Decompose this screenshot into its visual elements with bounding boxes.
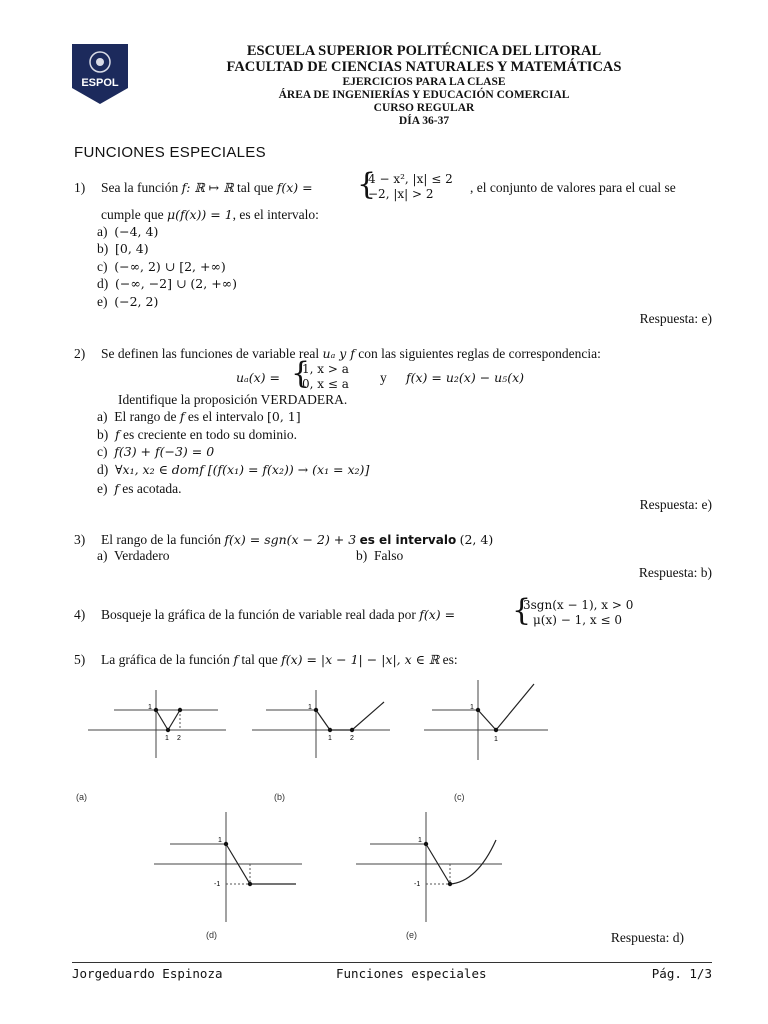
graph-a [88, 690, 228, 760]
svg-text:1: 1 [165, 735, 169, 742]
q2-conj: y [380, 370, 387, 385]
q2-brace: { [291, 356, 311, 391]
graph-b [252, 690, 392, 760]
q5-answer: Respuesta: d) [610, 930, 684, 945]
q1-brace: { [357, 167, 377, 202]
footer-divider [72, 962, 712, 963]
q1-option-e[interactable]: e) (−2, 2) [97, 294, 159, 309]
q4-case-2: μ(x) − 1, x ≤ 0 [533, 613, 622, 627]
header-line-6: DÍA 36-37 [398, 115, 450, 127]
svg-text:1: 1 [218, 837, 222, 844]
footer-topic: Funciones especiales [336, 966, 487, 981]
espol-logo [72, 44, 128, 104]
graph-c-caption: (c) [454, 792, 465, 802]
svg-text:1: 1 [308, 704, 312, 711]
q4-brace: { [512, 593, 532, 628]
q1-lhs: f(x) = [276, 180, 313, 195]
q2-prompt: Identifique la proposición VERDADERA. [118, 392, 348, 407]
logo-text: ESPOL [81, 77, 119, 89]
q1-option-a[interactable]: a) (−4, 4) [97, 224, 159, 239]
header-line-5: CURSO REGULAR [373, 102, 475, 114]
q2-case-1: 1, x > a [302, 362, 349, 376]
q2-option-d[interactable]: d) ∀x₁, x₂ ∈ domf [(f(x₁) = f(x₂)) → (x₁ = x₂)] [97, 462, 370, 477]
q5-number: 5) [74, 652, 86, 667]
q1-line2-post: , es el intervalo: [232, 207, 319, 222]
q2-option-c[interactable]: c) f(3) + f(−3) = 0 [97, 444, 215, 459]
q2-line1: Se definen las funciones de variable real uₐ y f con las siguientes reglas de correspondencia: [101, 346, 601, 361]
svg-text:1: 1 [418, 837, 422, 844]
q1-func: f: ℝ ↦ ℝ [181, 180, 234, 195]
svg-text:2: 2 [177, 735, 181, 742]
q2-case-2: 0, x ≤ a [302, 377, 349, 391]
q1-answer: Respuesta: e) [639, 311, 712, 326]
q4-line: Bosqueje la gráfica de la función de variable real dada por f(x) = [101, 607, 456, 622]
q3-answer: Respuesta: b) [638, 565, 712, 580]
q2-option-b[interactable]: b) f es creciente en todo su dominio. [97, 427, 297, 442]
graph-c [424, 680, 554, 760]
q1-number: 1) [74, 180, 86, 195]
q1-cases [368, 172, 453, 202]
q1-line2-pre: cumple que [101, 207, 164, 222]
q1-line1-text [101, 180, 313, 196]
svg-text:1: 1 [148, 704, 152, 711]
graph-e-caption: (e) [406, 930, 417, 940]
q1-case-1: 4 − x², |x| ≤ 2 [368, 172, 453, 186]
q4-case-1: 3sgn(x − 1), x > 0 [523, 598, 634, 612]
svg-text:-1: -1 [414, 881, 421, 888]
footer-page: Pág. 1/3 [651, 966, 712, 981]
header-line-1: ESCUELA SUPERIOR POLITÉCNICA DEL LITORAL [246, 43, 602, 59]
q1-option-b[interactable]: b) [0, 4) [97, 241, 149, 256]
q1-case-2: −2, |x| > 2 [368, 187, 434, 201]
svg-text:-1: -1 [214, 881, 221, 888]
q3-line: El rango de la función f(x) = sgn(x − 2) + 3 es el intervalo (2, 4) [101, 532, 494, 547]
q2-option-a[interactable]: a) El rango de f es el intervalo [0, 1] [97, 409, 301, 424]
graph-b-caption: (b) [274, 792, 285, 802]
q3-number: 3) [74, 532, 86, 547]
q2-number: 2) [74, 346, 86, 361]
q3-option-b[interactable]: b) Falso [356, 548, 404, 563]
graph-a-caption: (a) [76, 792, 87, 802]
q3-option-a[interactable]: a) Verdadero [97, 548, 170, 563]
svg-text:1: 1 [328, 735, 332, 742]
graph-e [352, 812, 512, 922]
q2-rhs: f(x) = u₂(x) − u₅(x) [406, 370, 524, 385]
q5-line: La gráfica de la función f tal que f(x) = |x − 1| − |x|, x ∈ ℝ es: [101, 652, 458, 667]
graph-d [150, 812, 310, 922]
q1-option-c[interactable]: c) (−∞, 2) ∪ [2, +∞) [97, 259, 226, 274]
svg-text:1: 1 [470, 704, 474, 711]
q4-number: 4) [74, 607, 86, 622]
section-title: FUNCIONES ESPECIALES [74, 144, 266, 161]
svg-text:1: 1 [494, 736, 498, 743]
q2-cases [302, 362, 349, 392]
q1-post: , el conjunto de valores para el cual se [470, 180, 676, 195]
footer-author: Jorgeduardo Espinoza [72, 966, 223, 981]
q1-line2 [101, 207, 319, 223]
q2-option-e[interactable]: e) f es acotada. [97, 481, 182, 496]
q1-line2-math: μ(f(x)) = 1 [166, 207, 233, 222]
svg-text:2: 2 [350, 735, 354, 742]
q2-answer: Respuesta: e) [639, 497, 712, 512]
q1-mid: tal que [237, 180, 274, 195]
q1-option-d[interactable]: d) (−∞, −2] ∪ (2, +∞) [97, 276, 237, 291]
q4-cases [523, 598, 633, 628]
header-line-2: FACULTAD DE CIENCIAS NATURALES Y MATEMÁTICAS [226, 59, 622, 75]
q1-pre: Sea la función [101, 180, 179, 195]
q2-lhs: uₐ(x) = [236, 370, 280, 385]
header-line-3: EJERCICIOS PARA LA CLASE [342, 76, 506, 88]
header-line-4: ÁREA DE INGENIERÍAS Y EDUCACIÓN COMERCIAL [278, 89, 570, 101]
graph-d-caption: (d) [206, 930, 217, 940]
